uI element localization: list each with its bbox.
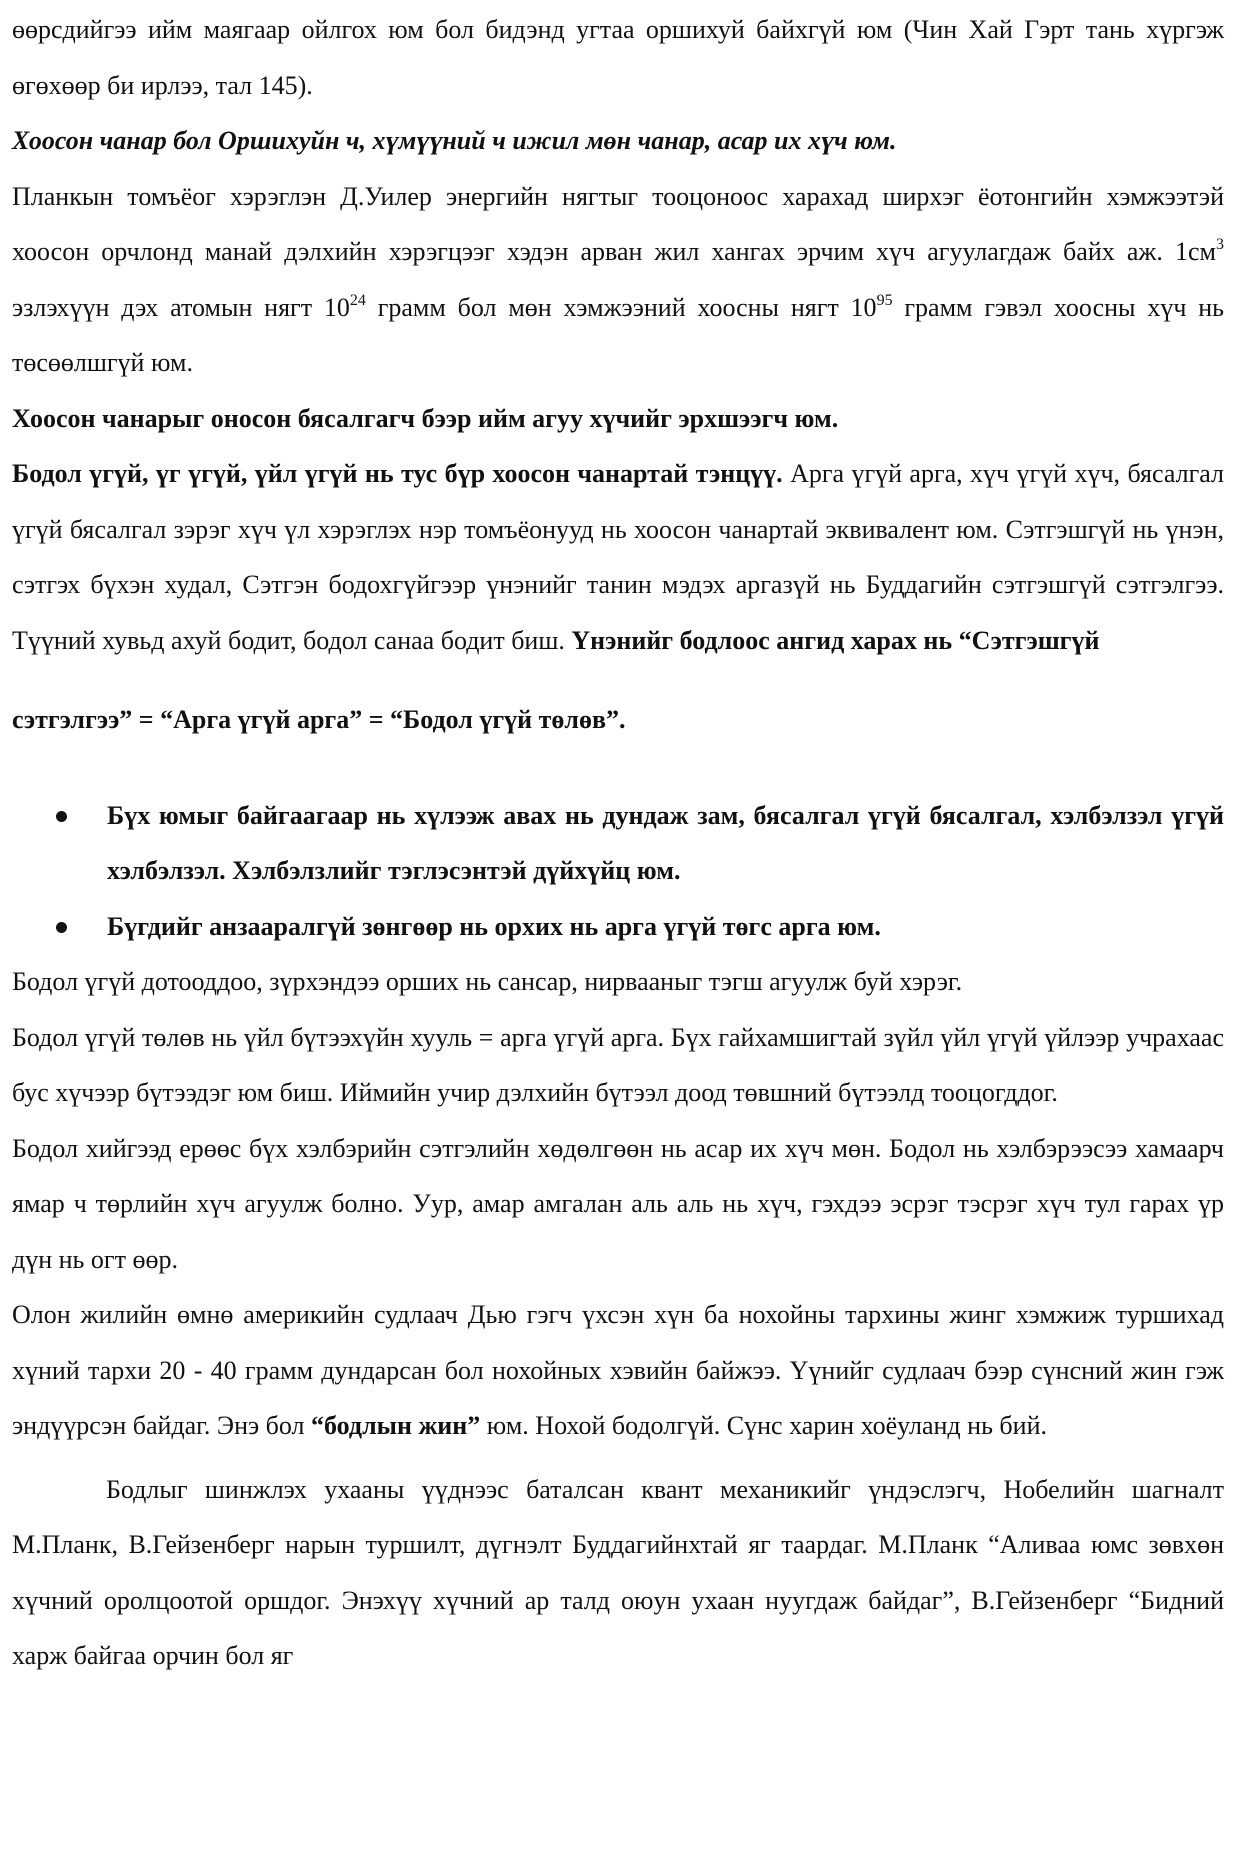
paragraph-formula xyxy=(12,692,1224,748)
bullet-item-middle-way xyxy=(12,788,1224,899)
planck-text-c: грамм бол мөн хэмжээний хоосны нягт 10 xyxy=(365,292,877,322)
no-thought-lead: Бодол үгүй, үг үгүй, үйл үгүй нь тус бүр хоосон чанартай тэнцүү. xyxy=(12,459,783,488)
superscript-cubic: 3 xyxy=(1216,236,1224,253)
thought-weight-text-b: юм. Нохой бодолгүй. Сүнс харин хоёуланд нь бий. xyxy=(480,1411,1047,1440)
formula-text: сэтгэлгээ” = “Арга үгүй арга” = “Бодол үгүй төлөв”. xyxy=(12,705,626,734)
paragraph-meditator xyxy=(12,391,1224,447)
bullet-text-middle-way: Бүх юмыг байгаагаар нь хүлээж авах нь дундаж зам, бясалгал үгүй бясалгал, хэлбэлзэл үгүй хэлбэлзэл. Хэлбэлзлийг тэглэсэнтэй дүйхүйц юм. xyxy=(107,800,1224,885)
bullet-dot-icon xyxy=(56,922,67,933)
paragraph-quantum-mechanics: Бодлыг шинжлэх ухааны үүднээс баталсан квант механикийг үндэслэгч, Нобелийн шагналт М.Планк, В.Гейзенберг нарын туршилт, дүгнэлт Буддагийнхтай яг таардаг. М.Планк “Аливаа юмс зөвхөн хүчний оролцоотой оршдог. Энэхүү хүчний ар талд оюун ухаан нуугдаж байдаг”, В.Гейзенберг “Бидний харж байгаа орчин бол яг xyxy=(12,1474,1224,1670)
bullet-item-perfect-method xyxy=(12,899,1224,955)
meditator-text: Хоосон чанарыг оносон бясалгагч бээр ийм агуу хүчийг эрхшээгч юм. xyxy=(12,403,839,433)
document-page xyxy=(12,0,1224,1684)
paragraph-emptiness-heading xyxy=(12,113,1224,169)
bullet-dot-icon xyxy=(56,811,67,822)
paragraph-no-thought xyxy=(12,446,1224,668)
bullet-text-perfect-method: Бүгдийг анзааралгүй зөнгөөр нь орхих нь арга үгүй төгс арга юм. xyxy=(107,911,881,941)
paragraph-samsara-nirvana: Бодол үгүй дотооддоо, зүрхэндээ орших нь сансар, нирвааныг тэгш агуулж буй хэрэг. xyxy=(12,967,963,996)
paragraph-intro: өөрсдийгээ ийм маягаар ойлгох юм бол бидэнд угтаа оршихуй байхгүй юм (Чин Хай Гэрт тань хүргэж өгөхөөр би ирлээ, тал 145). xyxy=(12,15,1224,100)
emptiness-heading-text: Хоосон чанар бол Оршихуйн ч, хүмүүний ч ижил мөн чанар, асар их хүч юм. xyxy=(12,126,897,155)
planck-text-b: эзлэхүүн дэх атомын нягт 10 xyxy=(12,292,350,322)
thought-weight-text-a: Олон жилийн өмнө америкийн судлаач Дью гэгч үхсэн хүн ба нохойны тархины жинг хэмжиж туршихад хүний тархи 20 - 40 грамм дундарсан бол нохойных хэвийн байжээ. Үүнийг судлаач бээр сүнсний жин гэж эндүүрсэн байдаг. Энэ бол xyxy=(12,1300,1224,1440)
paragraph-planck-wheeler xyxy=(12,169,1224,391)
thought-weight-bold: “бодлын жин” xyxy=(311,1411,481,1440)
superscript-vacuum-density: 95 xyxy=(876,291,893,309)
paragraph-law-of-action: Бодол үгүй төлөв нь үйл бүтээхүйн хууль = арга үгүй арга. Бүх гайхамшигтай зүйл үйл үгүй үйлээр учрахаас бус хүчээр бүтээдэг юм биш. Иймийн учир дэлхийн бүтээл доод төвшний бүтээлд тооцогддог. xyxy=(12,1022,1224,1107)
no-thought-tail: Үнэнийг бодлоос ангид харах нь “Сэтгэшгүй xyxy=(564,625,1100,655)
planck-text-d: грамм гэвэл хоосны хүч нь төсөөлшгүй юм. xyxy=(12,292,1224,377)
paragraph-thought-weight xyxy=(12,1287,1224,1454)
planck-text-a: Планкын томъёог хэрэглэн Д.Уилер энергийн нягтыг тооцоноос харахад ширхэг ёотонгийн хэмжээтэй хоосон орчлонд манай дэлхийн хэрэгцээг хэдэн арван жил хангах эрчим хүч агуулагдаж байх аж. 1см xyxy=(12,181,1224,266)
paragraph-thought-energy: Бодол хийгээд ерөөс бүх хэлбэрийн сэтгэлийн хөдөлгөөн нь асар их хүч мөн. Бодол нь хэлбэрээсээ хамаарч ямар ч төрлийн хүч агуулж болно. Уур, амар амгалан аль аль нь хүч, гэхдээ эсрэг тэсрэг хүч тул гарах үр дүн нь огт өөр. xyxy=(12,1133,1224,1274)
bullet-list xyxy=(12,788,1224,955)
no-thought-body: Арга үгүй арга, хүч үгүй хүч, бясалгал үгүй бясалгал зэрэг хүч үл хэрэглэх нэр томъёонууд нь хоосон чанартай эквивалент юм. Сэтгэшгүй нь үнэн, сэтгэх бүхэн худал, Сэтгэн бодохгүйгээр үнэнийг танин мэдэх аргазүй нь Буддагийн сэтгэшгүй сэтгэлгээ. Түүний хувьд ахуй бодит, бодол санаа бодит биш. xyxy=(12,459,1224,655)
superscript-atom-density: 24 xyxy=(349,291,366,309)
